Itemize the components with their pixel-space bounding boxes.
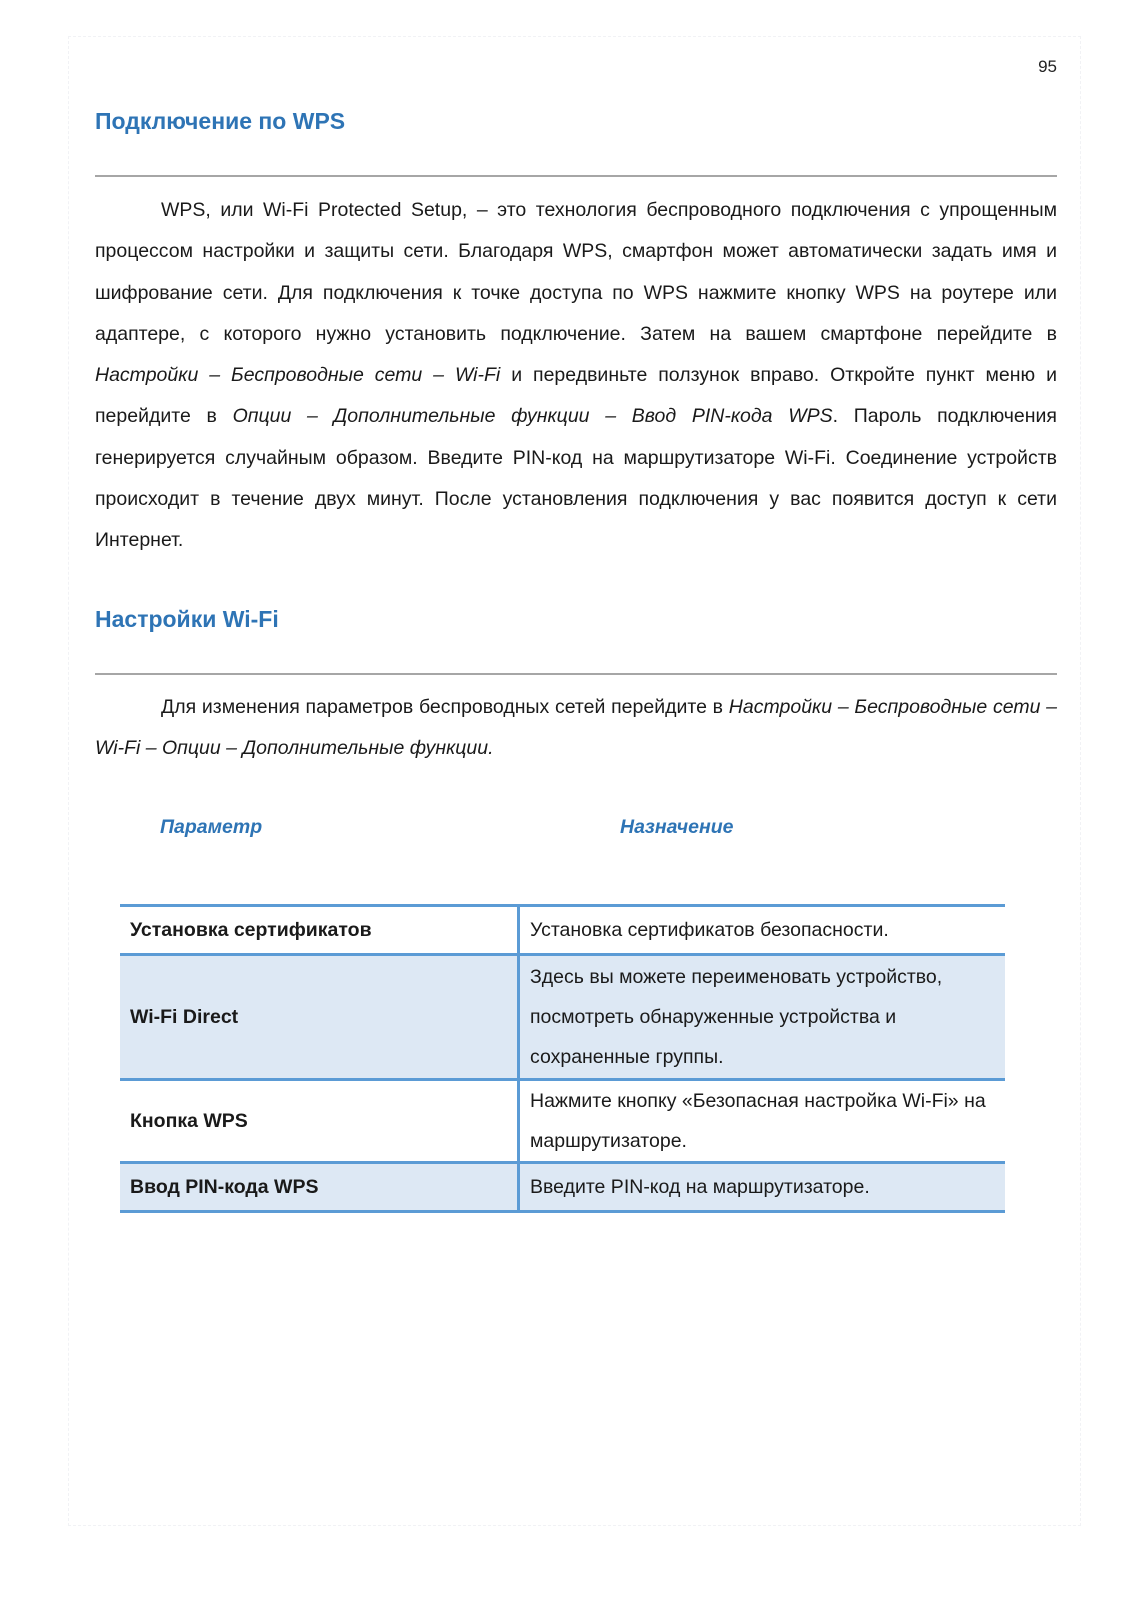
purpose-cell: Нажмите кнопку «Безопасная настройка Wi-Fi» на маршрутизаторе. [519, 1080, 1006, 1163]
wps-paragraph [95, 190, 1057, 562]
table-row [120, 955, 1005, 1080]
purpose-cell: Введите PIN-код на маршрутизаторе. [519, 1163, 1006, 1212]
param-cell: Установка сертификатов [120, 906, 519, 955]
body-text: Для изменения параметров беспроводных сетей перейдите в [161, 696, 729, 718]
section-title-wps: Подключение по WPS [95, 108, 346, 134]
italic-text: Настройки – Беспроводные сети – Wi-Fi [95, 364, 501, 387]
table-row [120, 906, 1005, 955]
purpose-cell: Здесь вы можете переименовать устройство, посмотреть обнаруженные устройства и сохраненные группы. [519, 955, 1006, 1080]
parameters-table [120, 904, 1005, 1213]
wifi-settings-paragraph [95, 687, 1057, 770]
column-header-parameter: Параметр [160, 816, 263, 838]
italic-text: Настройки – Беспроводные сети – Wi-Fi – Опции – Дополнительные функции. [95, 696, 1058, 760]
table-row [120, 1163, 1005, 1212]
page-number: 95 [1038, 57, 1057, 76]
body-text: . Пароль подключения генерируется случайным образом. Введите PIN-код на маршрутизаторе Wi-Fi. Соединение устройств происходит в течение двух минут. После установления подключения у вас появится доступ к сети Интернет. [95, 405, 1057, 552]
section-divider [95, 175, 1057, 177]
section-divider [95, 673, 1057, 675]
column-header-purpose: Назначение [620, 816, 734, 838]
purpose-cell: Установка сертификатов безопасности. [519, 906, 1006, 955]
param-cell: Ввод PIN-кода WPS [120, 1163, 519, 1212]
param-cell: Кнопка WPS [120, 1080, 519, 1163]
italic-text: Опции – Дополнительные функции – Ввод PIN-кода WPS [232, 405, 833, 428]
param-cell: Wi-Fi Direct [120, 955, 519, 1080]
body-text: WPS, или Wi-Fi Protected Setup, – это технология беспроводного подключения с упрощенным процессом настройки и защиты сети. Благодаря WPS, смартфон может автоматически задать имя и шифрование сети. Для подключения к точке доступа по WPS нажмите кнопку WPS на роутере или адаптере, с которого нужно установить подключение. Затем на вашем смартфоне перейдите в [95, 199, 1057, 345]
table-row [120, 1080, 1005, 1163]
section-title-wifi-settings: Настройки Wi-Fi [95, 606, 279, 632]
body-text: и передвиньте ползунок вправо. Откройте пункт меню и перейдите в [95, 364, 1057, 428]
